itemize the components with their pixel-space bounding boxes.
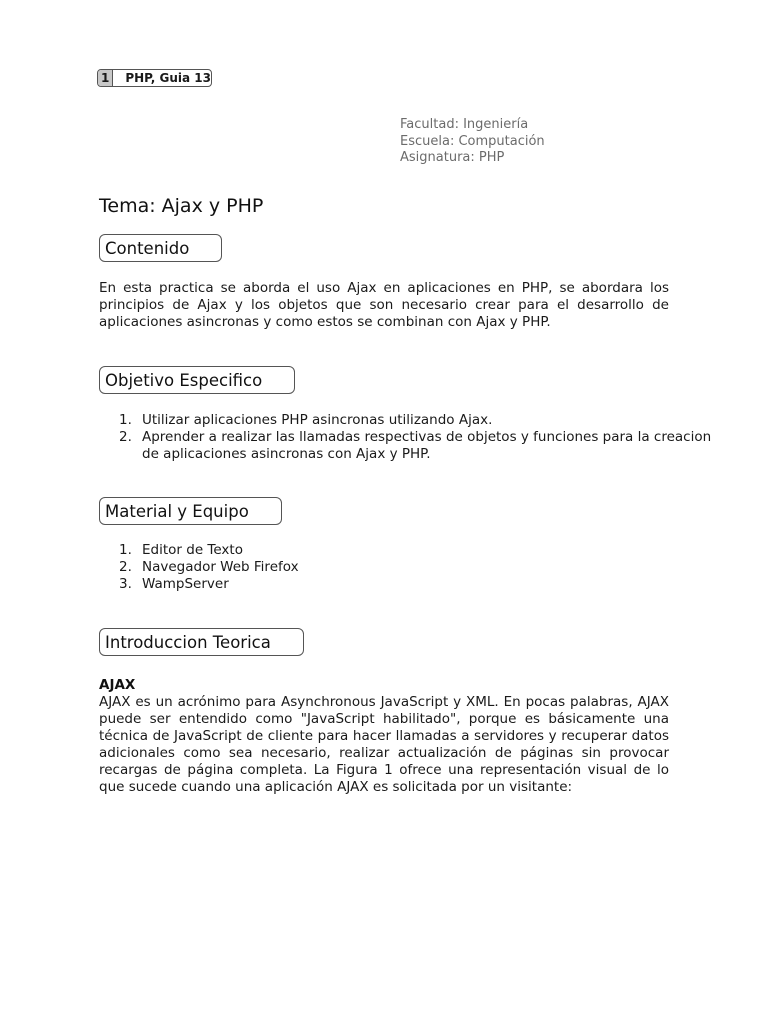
contenido-paragraph: En esta practica se aborda el uso Ajax en aplicaciones en PHP, se abordara los principios de Ajax y los objetos que son necesario crear para el desarrollo de aplicaciones asincronas y como estos se combinan con Ajax y PHP. [99, 280, 669, 330]
list-item: Editor de Texto [142, 542, 243, 558]
ajax-subheading: AJAX [99, 677, 136, 693]
page-header [97, 69, 212, 87]
list-item: Navegador Web Firefox [142, 559, 299, 575]
section-heading-material: Material y Equipo [99, 497, 282, 525]
header-title: PHP, Guia 13 [125, 71, 211, 85]
introduccion-paragraph: AJAX es un acrónimo para Asynchronous JavaScript y XML. En pocas palabras, AJAX puede ser entendido como "JavaScript habilitado", porque es básicamente una técnica de JavaScript de cliente para hacer llamadas a servidores y recuperar datos adicionales como sea necesario, realizar actualización de páginas sin provocar recargas de página completa. La Figura 1 ofrece una representación visual de lo que sucede cuando una aplicación AJAX es solicitada por un visitante: [99, 694, 669, 795]
section-heading-introduccion: Introduccion Teorica [99, 628, 304, 656]
meta-facultad: Facultad: Ingeniería [400, 117, 529, 132]
page-number: 1 [98, 70, 113, 86]
meta-asignatura: Asignatura: PHP [400, 150, 505, 165]
section-heading-objetivo: Objetivo Especifico [99, 366, 295, 394]
material-list [99, 542, 712, 593]
meta-escuela: Escuela: Computación [400, 133, 545, 149]
objetivo-list [99, 412, 712, 463]
list-item: Aprender a realizar las llamadas respectivas de objetos y funciones para la creacion de aplicaciones asincronas con Ajax y PHP. [142, 429, 712, 462]
page-title: Tema: Ajax y PHP [99, 195, 264, 217]
list-item: Utilizar aplicaciones PHP asincronas utilizando Ajax. [142, 412, 493, 428]
document-meta [400, 117, 545, 167]
section-heading-contenido: Contenido [99, 234, 222, 262]
list-item: WampServer [142, 576, 229, 592]
